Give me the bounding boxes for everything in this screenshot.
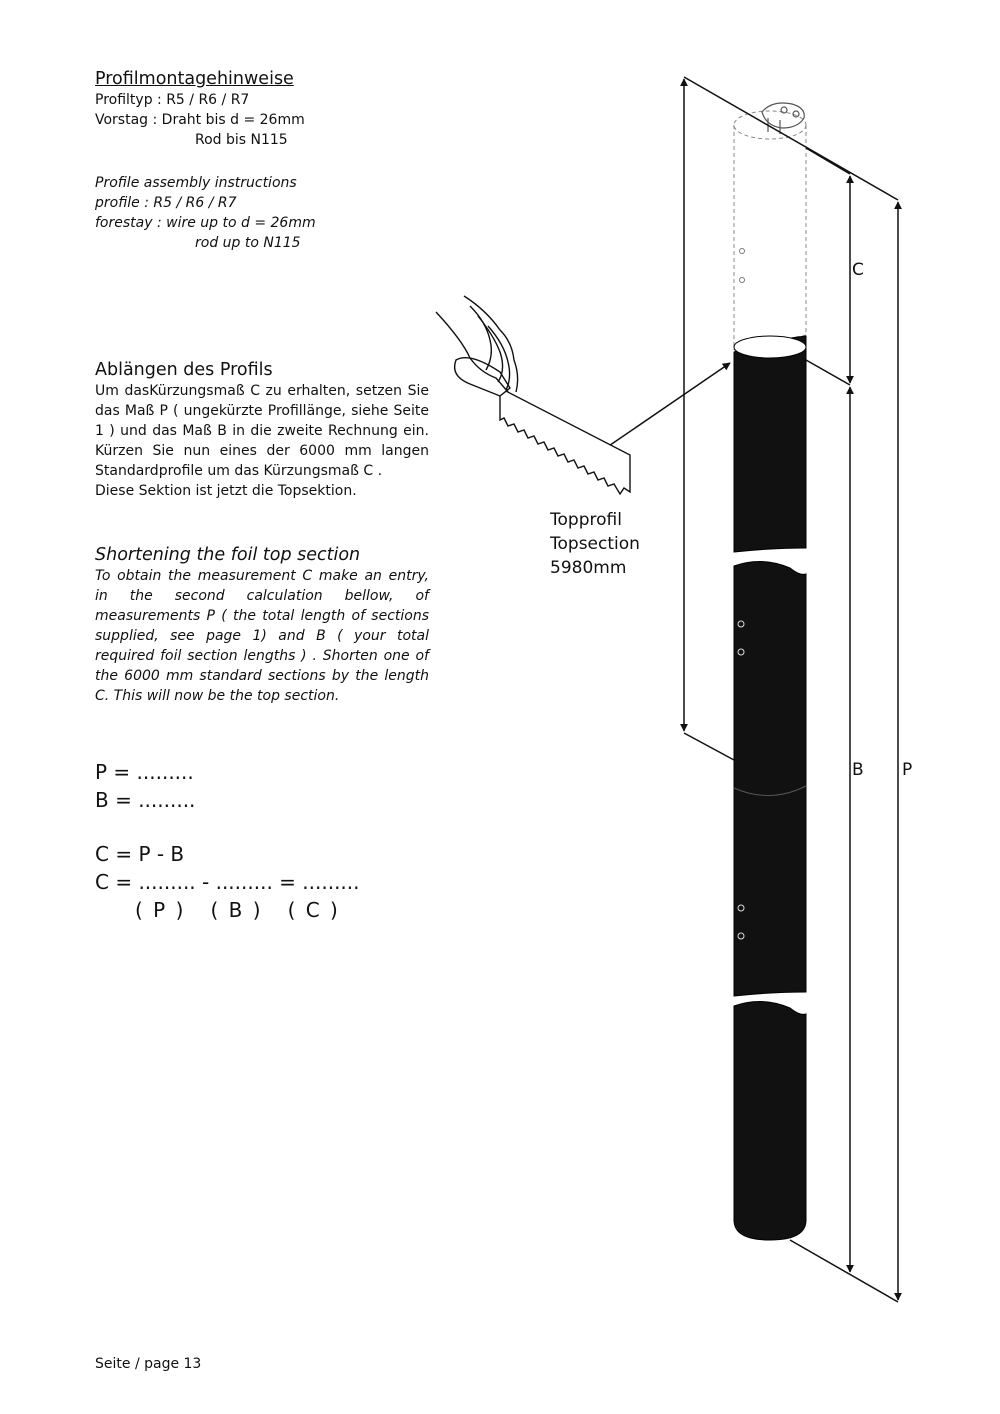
title-en: Profile assembly instructions bbox=[95, 175, 297, 191]
callout-line-length: 5980mm bbox=[550, 558, 627, 578]
profile-body bbox=[734, 336, 806, 1240]
section-de-body: Um dasKürzungsmaß C zu erhalten, setzen Sie das Maß P ( ungekürzte Profillänge, siehe Seite 1 ) und das Maß B in die zweite Rechnung ein. Kürzen Sie nun eines der 6000 mm langen Standardprofile um das Kürzungsmaß C . bbox=[95, 383, 429, 479]
cut-callout-arrow bbox=[600, 363, 730, 452]
forestay-line: Vorstag : Draht bis d = 26mm bbox=[95, 112, 305, 128]
dimension-label-p: P bbox=[902, 760, 913, 780]
dimension-label-b: B bbox=[852, 760, 864, 780]
formula-p: P = ......... bbox=[95, 760, 194, 784]
top-profile-end bbox=[734, 336, 806, 358]
profile-type-line-en: profile : R5 / R6 / R7 bbox=[95, 195, 237, 211]
profile-type-line: Profiltyp : R5 / R6 / R7 bbox=[95, 92, 250, 108]
formula-c-def: C = P - B bbox=[95, 842, 185, 866]
dimension-label-c: C bbox=[852, 260, 864, 280]
topprofile-callout bbox=[550, 510, 640, 578]
page-footer: Seite / page 13 bbox=[95, 1356, 202, 1372]
page-title: Profilmontagehinweise bbox=[95, 69, 294, 89]
section-de-note: Diese Sektion ist jetzt die Topsektion. bbox=[95, 483, 357, 499]
top-screw-holes bbox=[740, 249, 745, 283]
section-en-body: To obtain the measurement C make an entry, in the second calculation bellow, of measurements P ( the total length of sections supplied, see page 1) and B ( your total required foil section lengths ) . Shorten one of the 6000 mm standard sections by the length C. This will now be the top section. bbox=[95, 568, 429, 704]
section-de-heading: Ablängen des Profils bbox=[95, 360, 273, 380]
section-en-heading: Shortening the foil top section bbox=[95, 545, 361, 565]
rod-line-en: rod up to N115 bbox=[195, 235, 301, 251]
profile-head-icon bbox=[762, 103, 804, 134]
top-profile-segment bbox=[734, 336, 806, 552]
callout-line-topprofil: Topprofil bbox=[550, 510, 622, 530]
formula-b: B = ......... bbox=[95, 788, 196, 812]
saw-icon bbox=[455, 358, 630, 494]
middle-profile-segment-1 bbox=[734, 561, 806, 996]
forestay-line-en: forestay : wire up to d = 26mm bbox=[95, 215, 316, 231]
cut-off-section bbox=[734, 111, 806, 350]
formula-c-calc: C = ......... - ......... = ......... bbox=[95, 870, 360, 894]
rod-line: Rod bis N115 bbox=[195, 132, 288, 148]
middle-profile-segment-2 bbox=[734, 1001, 806, 1240]
formula-legend: ( P ) ( B ) ( C ) bbox=[135, 898, 340, 922]
callout-line-topsection: Topsection bbox=[550, 534, 640, 554]
